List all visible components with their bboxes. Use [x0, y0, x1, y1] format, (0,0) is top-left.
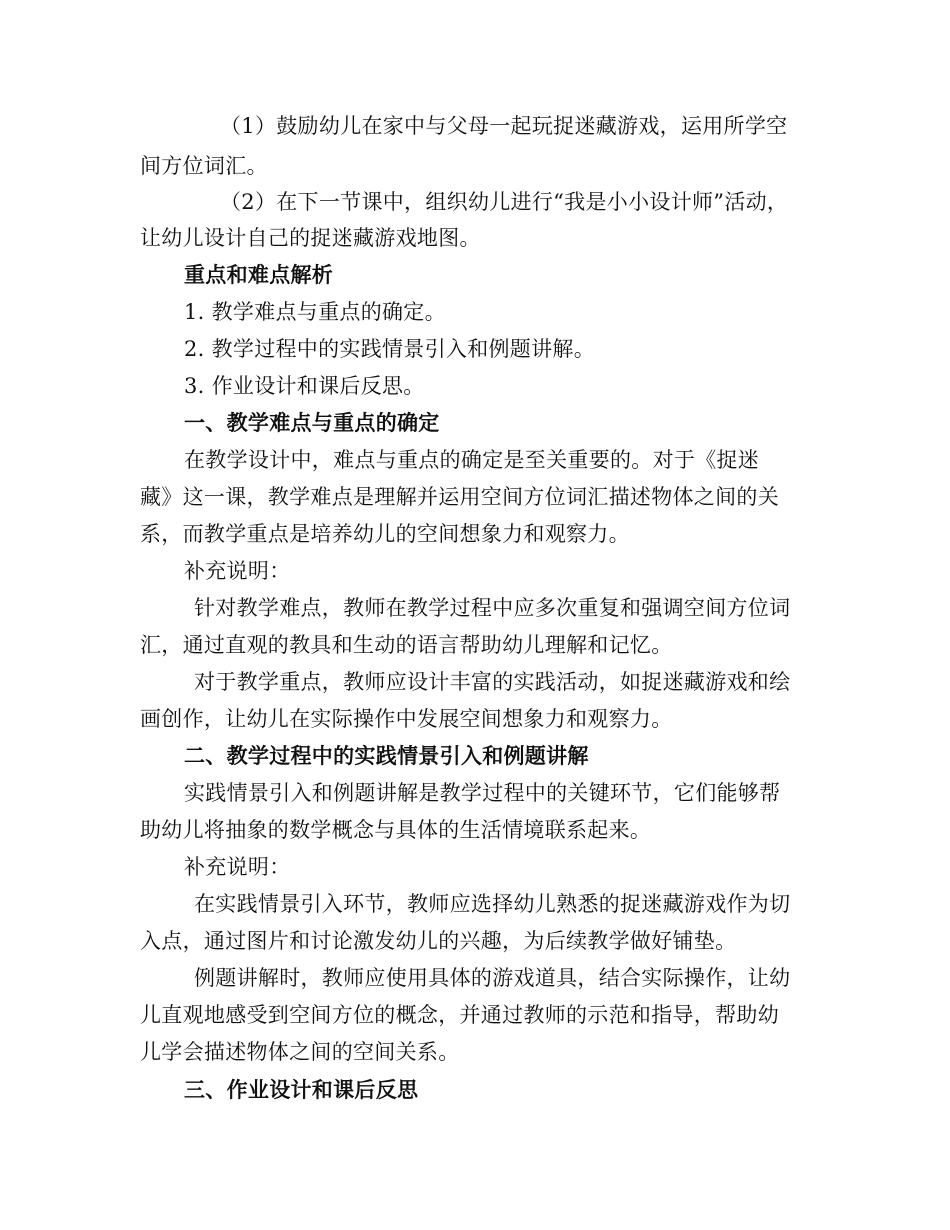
key-points-heading: 重点和难点解析	[184, 262, 334, 287]
section-2-heading: 二、教学过程中的实践情景引入和例题讲解	[184, 743, 589, 768]
key-points-list-item-3: 3. 作业设计和课后反思。	[184, 374, 425, 398]
key-points-list-item-1: 1. 教学难点与重点的确定。	[184, 300, 446, 324]
section-1-paragraph-line-1: 在教学设计中，难点与重点的确定是至关重要的。对于《捉迷	[184, 448, 760, 472]
section-2-paragraph-line-2: 助幼儿将抽象的数学概念与具体的生活情境联系起来。	[140, 818, 652, 842]
section-1-note-1-line-1: 针对教学难点，教师在教学过程中应多次重复和强调空间方位词	[194, 596, 791, 620]
section-1-note-1-line-2: 汇，通过直观的教具和生动的语言帮助幼儿理解和记忆。	[140, 633, 673, 657]
section-2-note-2-line-3: 儿学会描述物体之间的空间关系。	[140, 1040, 460, 1064]
section-2-paragraph-line-1: 实践情景引入和例题讲解是教学过程中的关键环节，它们能够帮	[184, 781, 781, 805]
section-2-note-label: 补充说明：	[184, 855, 291, 879]
homework-item-2-line-2: 让幼儿设计自己的捉迷藏游戏地图。	[140, 226, 481, 250]
homework-item-1-line-1: （1）鼓励幼儿在家中与父母一起玩捉迷藏游戏，运用所学空	[220, 114, 788, 138]
key-points-list-item-2: 2. 教学过程中的实践情景引入和例题讲解。	[184, 337, 596, 361]
section-2-note-2-line-1: 例题讲解时，教师应使用具体的游戏道具，结合实际操作，让幼	[194, 966, 791, 990]
section-3-heading: 三、作业设计和课后反思	[184, 1077, 419, 1102]
section-1-note-2-line-1: 对于教学重点，教师应设计丰富的实践活动，如捉迷藏游戏和绘	[194, 670, 791, 694]
section-1-note-label: 补充说明：	[184, 559, 291, 583]
section-2-note-2-line-2: 儿直观地感受到空间方位的概念，并通过教师的示范和指导，帮助幼	[140, 1003, 779, 1027]
homework-item-1-line-2: 间方位词汇。	[140, 154, 268, 178]
section-2-note-1-line-2: 入点，通过图片和讨论激发幼儿的兴趣，为后续教学做好铺垫。	[140, 929, 737, 953]
homework-item-2-line-1: （2）在下一节课中，组织幼儿进行“我是小小设计师”活动，	[220, 190, 789, 214]
section-1-paragraph-line-2: 藏》这一课，教学难点是理解并运用空间方位词汇描述物体之间的关	[140, 485, 779, 509]
section-1-heading: 一、教学难点与重点的确定	[184, 410, 440, 435]
section-1-note-2-line-2: 画创作，让幼儿在实际操作中发展空间想象力和观察力。	[140, 707, 673, 731]
section-2-note-1-line-1: 在实践情景引入环节，教师应选择幼儿熟悉的捉迷藏游戏作为切	[194, 892, 791, 916]
section-1-paragraph-line-3: 系，而教学重点是培养幼儿的空间想象力和观察力。	[140, 522, 630, 546]
